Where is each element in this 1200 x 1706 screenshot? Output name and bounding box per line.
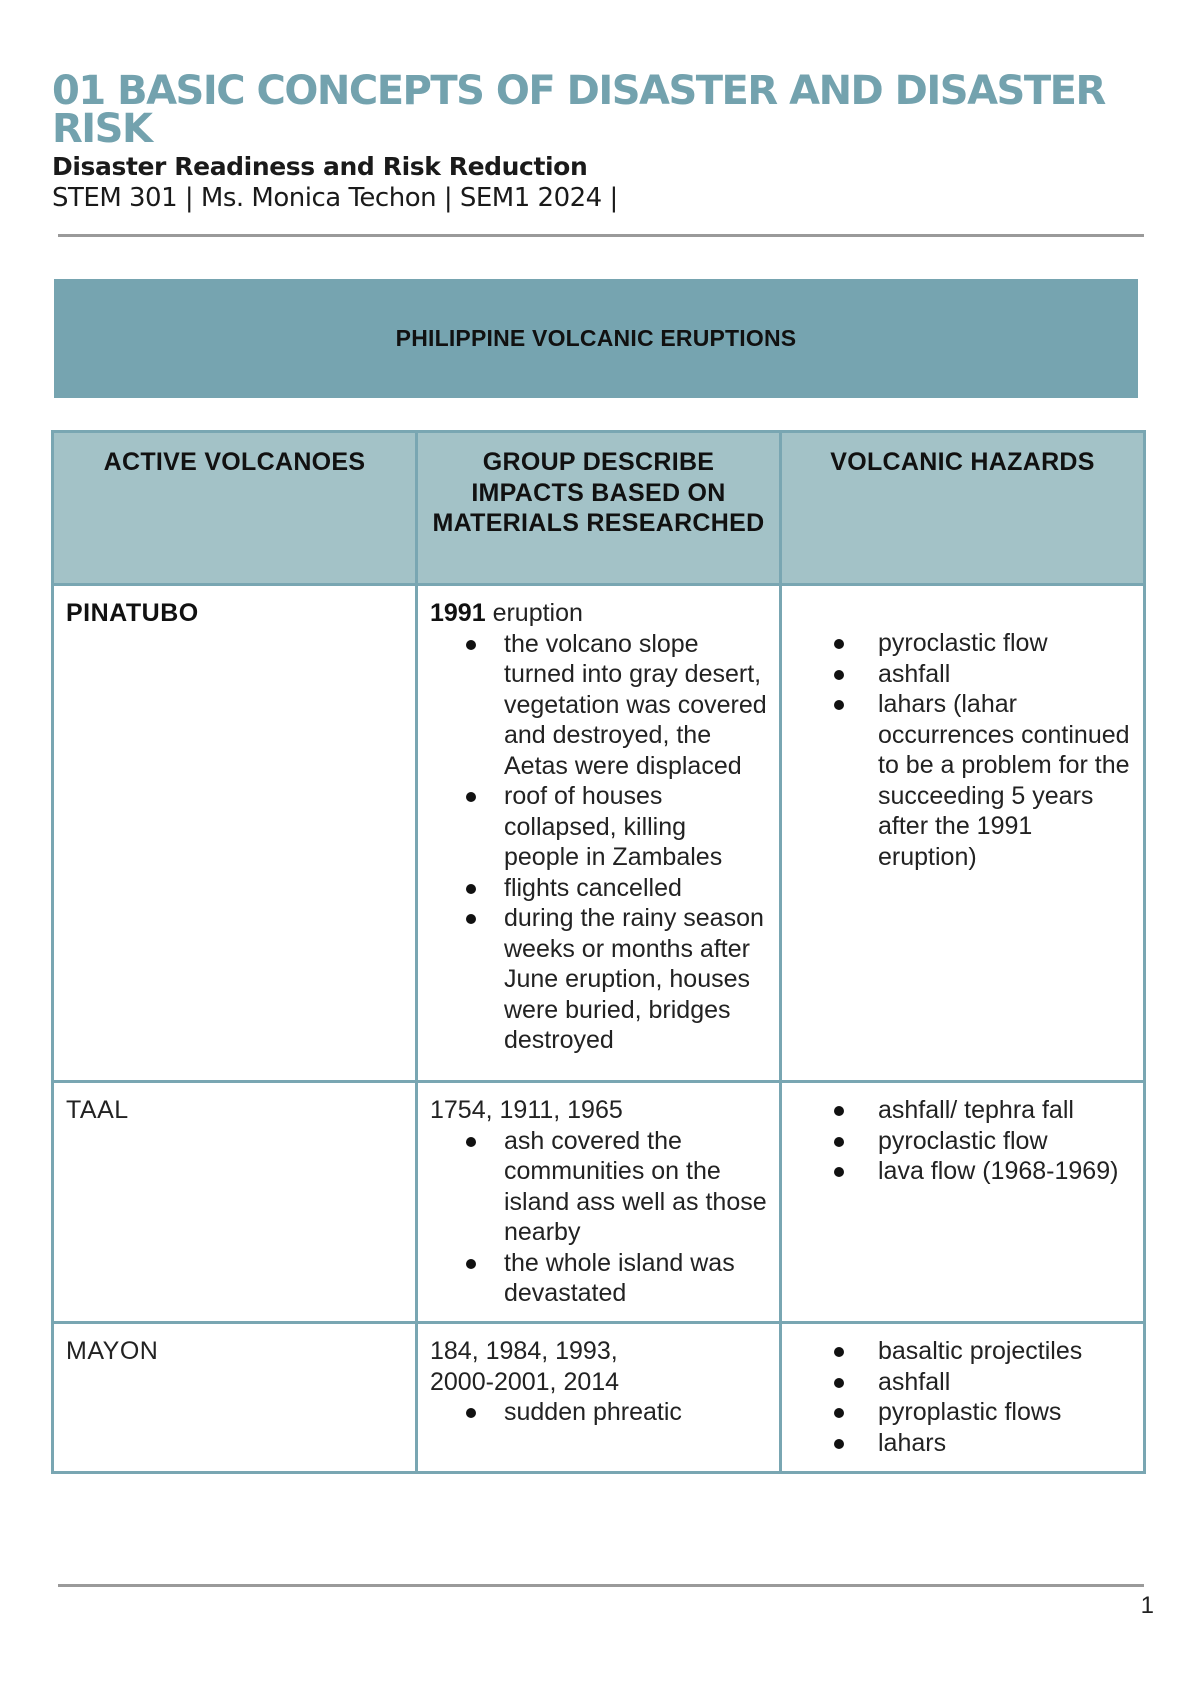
list-item: lava flow (1968-1969) (878, 1156, 1131, 1187)
table-row (53, 585, 1145, 1082)
eruption-years: 1754, 1911, 1965 (430, 1096, 623, 1124)
impacts-list (430, 1397, 767, 1428)
hazards-list (794, 628, 1131, 872)
list-item: ash covered the communities on the island ass well as those nearby (504, 1126, 767, 1246)
list-item: pyroclastic flow (878, 628, 1131, 659)
list-item: basaltic projectiles (878, 1336, 1131, 1367)
volcano-cell (53, 1082, 417, 1323)
header-volcanic-hazards: VOLCANIC HAZARDS (781, 432, 1145, 585)
eruption-years: 184, 1984, 1993, 2000-2001, 2014 (430, 1337, 620, 1396)
document-header (52, 68, 1162, 214)
volcano-name: PINATUBO (66, 599, 199, 627)
list-item: lahars (878, 1428, 1131, 1459)
list-item: roof of houses collapsed, killing people in Zambales (504, 781, 767, 873)
hazards-list (794, 1095, 1131, 1187)
list-item: pyroplastic flows (878, 1397, 1131, 1428)
list-item: pyroclastic flow (878, 1126, 1131, 1157)
volcano-cell (53, 1323, 417, 1473)
impacts-list (430, 1126, 767, 1309)
document-title: 01 BASIC CONCEPTS OF DISASTER AND DISASTER RISK (52, 68, 1105, 152)
list-item: ashfall/ tephra fall (878, 1095, 1131, 1126)
table-row (53, 1323, 1145, 1473)
hazards-cell (781, 1082, 1145, 1323)
page-number: 1 (1140, 1592, 1154, 1619)
header-group-impacts: GROUP DESCRIBE IMPACTS BASED ON MATERIALS RESEARCHED (417, 432, 781, 585)
volcanic-eruptions-table (51, 430, 1146, 1474)
hazards-list (794, 1336, 1131, 1458)
eruption-years-text: eruption (485, 599, 583, 627)
list-item: the whole island was devastated (504, 1248, 767, 1309)
volcano-name: MAYON (66, 1337, 159, 1365)
course-meta: STEM 301 | Ms. Monica Techon | SEM1 2024 | (52, 183, 618, 213)
eruption-years (430, 598, 767, 629)
hazards-cell (781, 585, 1145, 1082)
header-active-volcanoes: ACTIVE VOLCANOES (53, 432, 417, 585)
footer-divider (58, 1584, 1144, 1587)
list-item: ashfall (878, 1367, 1131, 1398)
hazards-cell (781, 1323, 1145, 1473)
list-item: sudden phreatic (504, 1397, 767, 1428)
list-item: during the rainy season weeks or months after June eruption, houses were buried, bridges destroyed (504, 903, 767, 1056)
impacts-cell (417, 585, 781, 1082)
volcano-name: TAAL (66, 1096, 129, 1124)
table-header-row (53, 432, 1145, 585)
impacts-cell (417, 1082, 781, 1323)
course-title: Disaster Readiness and Risk Reduction (52, 152, 588, 181)
list-item: the volcano slope turned into gray desert, vegetation was covered and destroyed, the Aetas were displaced (504, 629, 767, 780)
list-item: ashfall (878, 659, 1131, 690)
header-divider (58, 234, 1144, 237)
section-banner (54, 279, 1138, 398)
eruption-year-bold: 1991 (430, 599, 486, 627)
list-item: lahars (lahar occurrences continued to be a problem for the succeeding 5 years after the 1991 eruption) (878, 690, 1130, 871)
section-banner-title: PHILIPPINE VOLCANIC ERUPTIONS (395, 325, 797, 351)
impacts-list (430, 629, 767, 1056)
table-row (53, 1082, 1145, 1323)
list-item: flights cancelled (504, 873, 767, 904)
volcano-cell (53, 585, 417, 1082)
impacts-cell (417, 1323, 781, 1473)
